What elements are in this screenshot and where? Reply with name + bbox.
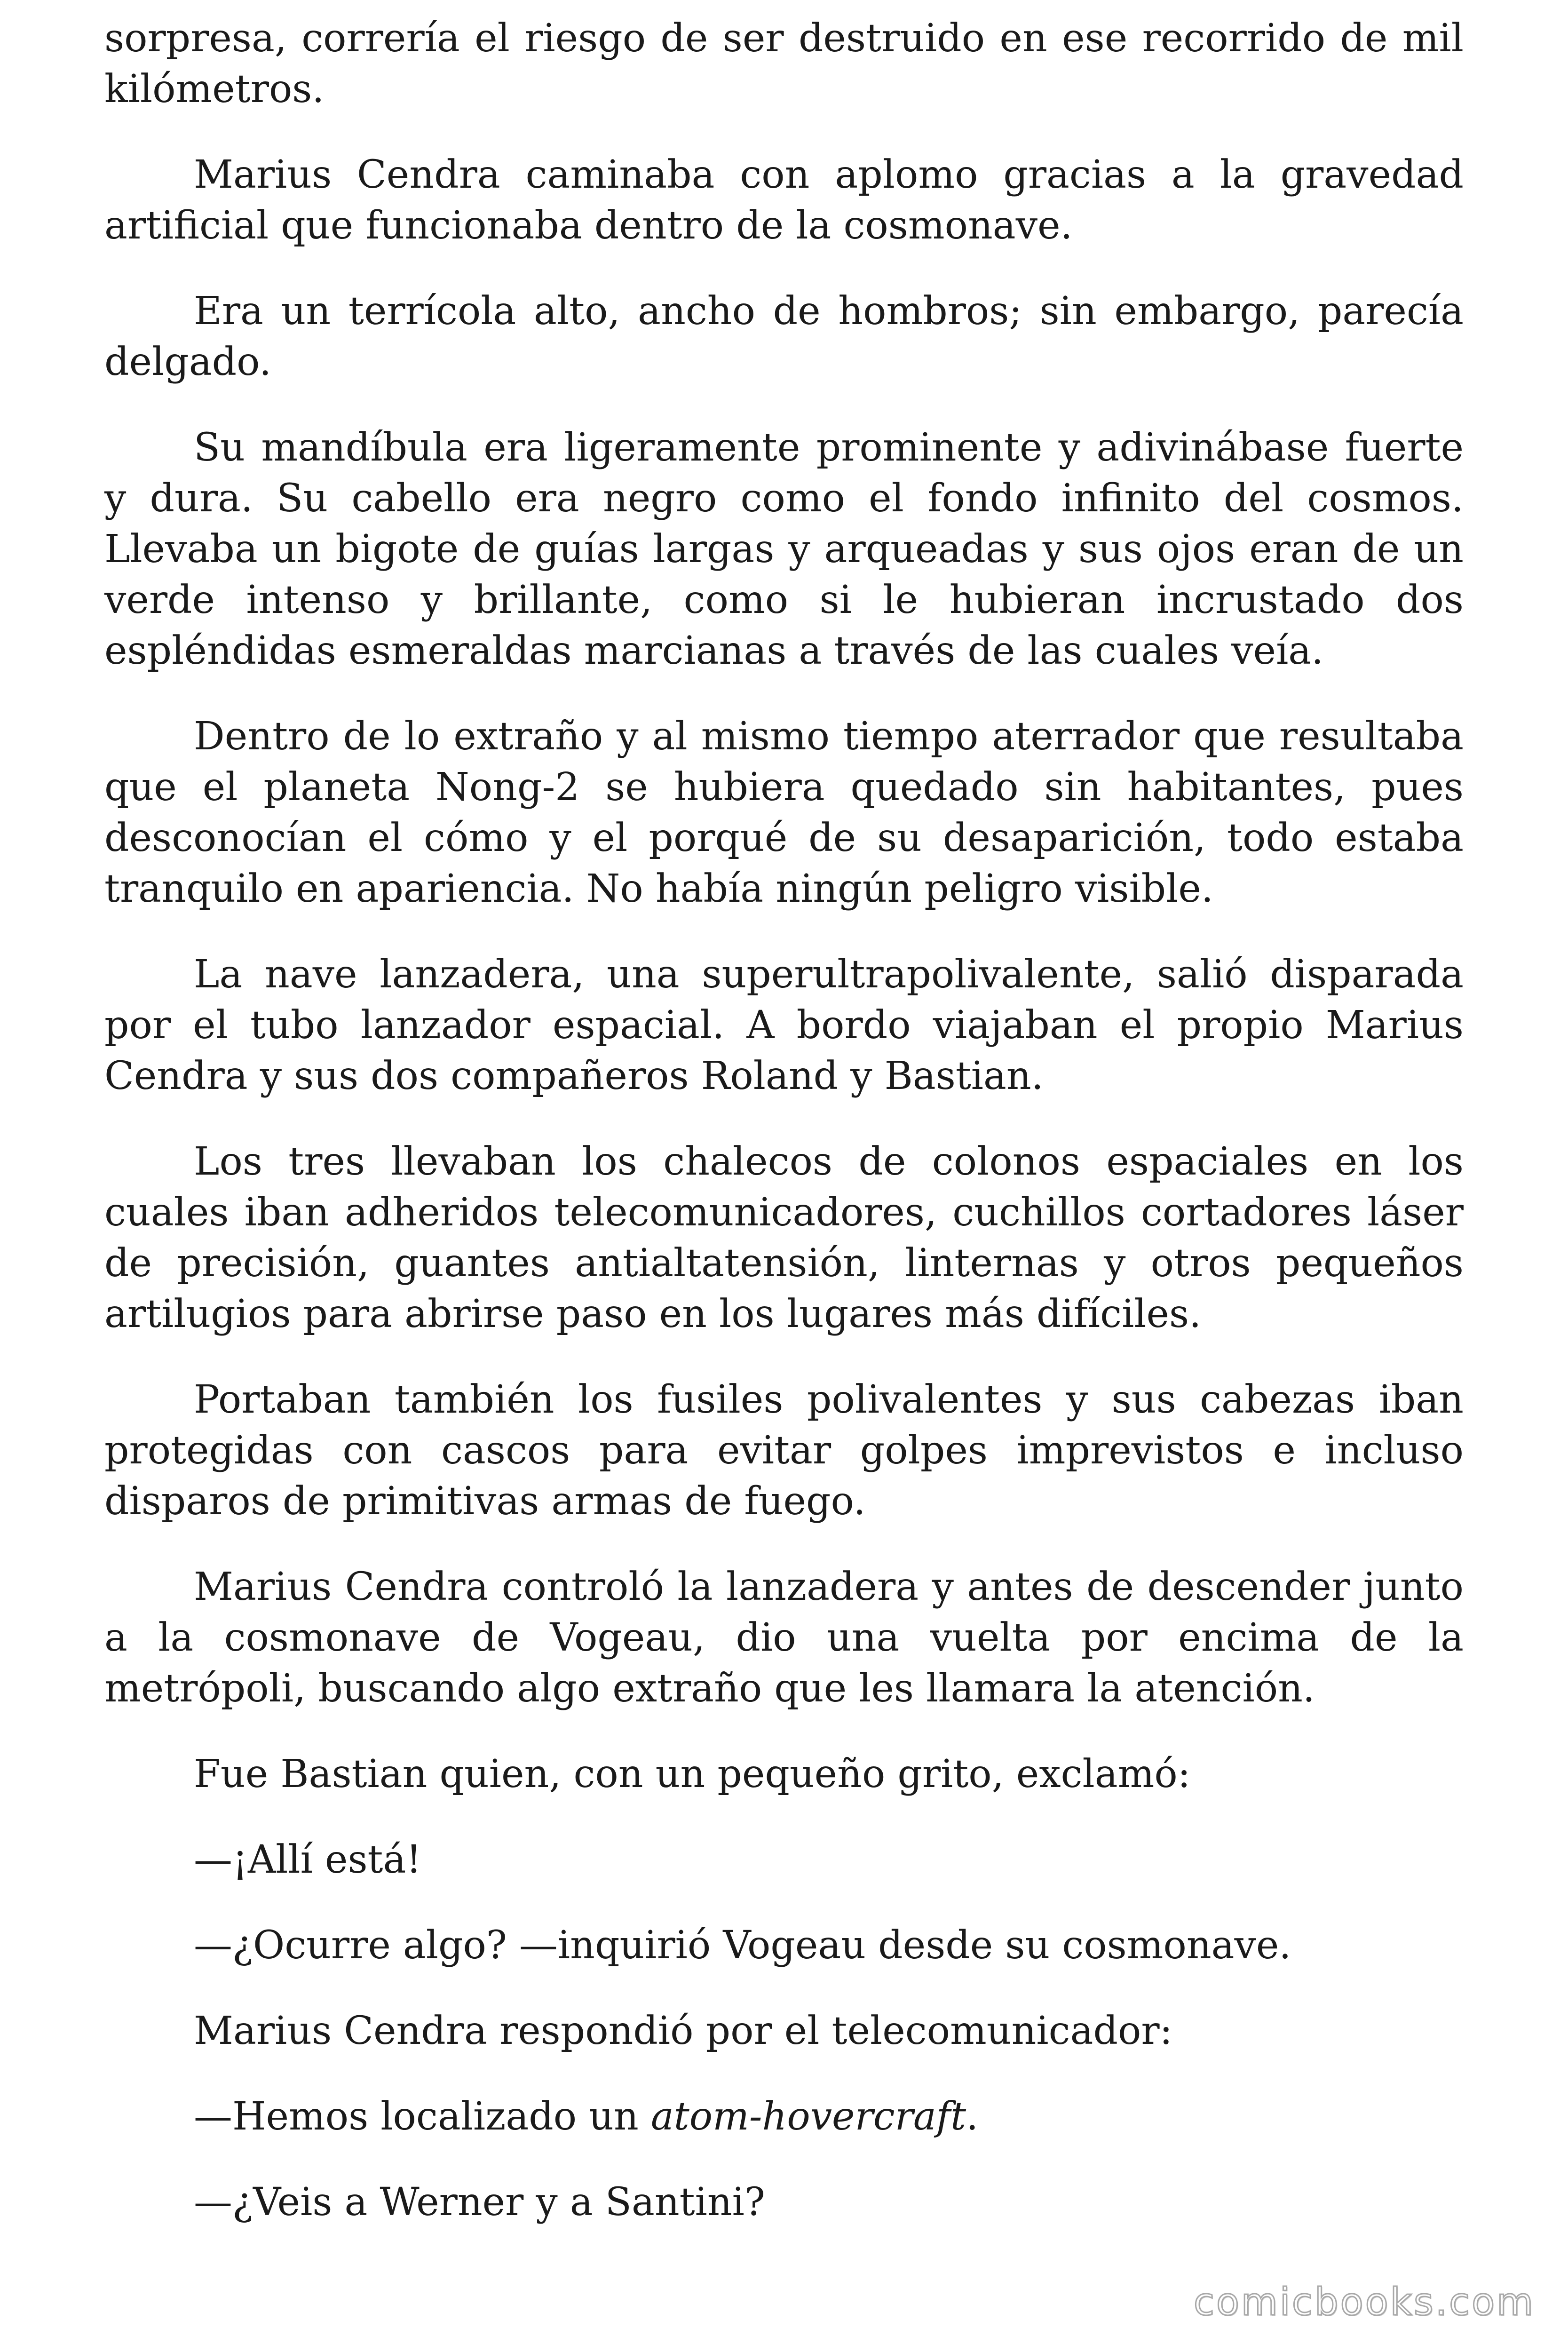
- paragraph-2: Marius Cendra caminaba con aplomo gracias a la gravedad artificial que funcionaba dentro de la cosmonave.: [104, 152, 1464, 248]
- paragraph-5: Dentro de lo extraño y al mismo tiempo aterrador que resultaba que el planeta Nong-2 se hubiera quedado sin habitantes, pues desconocían el cómo y el porqué de su desaparición, todo estaba tranquilo en apariencia. No había ningún peligro visible.: [104, 714, 1464, 911]
- paragraph-12: —¿Ocurre algo? —inquirió Vogeau desde su cosmonave.: [194, 1923, 1291, 1968]
- paragraph-14: [104, 2091, 1464, 2142]
- paragraph-7: Los tres llevaban los chalecos de colonos espaciales en los cuales iban adheridos telecomunicadores, cuchillos cortadores láser de precisión, guantes antialtatensión, linternas y otros pequeños artilugios para abrirse paso en los lugares más difíciles.: [104, 1139, 1464, 1336]
- hovercraft-suffix: .: [966, 2094, 979, 2139]
- paragraph-9: Marius Cendra controló la lanzadera y antes de descender junto a la cosmonave de Vogeau, dio una vuelta por encima de la metrópoli, buscando algo extraño que les llamara la atención.: [104, 1565, 1464, 1711]
- paragraph-11: —¡Allí está!: [194, 1837, 422, 1882]
- hovercraft-emphasis: atom-hovercraft: [650, 2094, 966, 2139]
- paragraph-10: Fue Bastian quien, con un pequeño grito, exclamó:: [194, 1752, 1191, 1796]
- paragraph-6: La nave lanzadera, una superultrapolivalente, salió disparada por el tubo lanzador espacial. A bordo viajaban el propio Marius Cendra y sus dos compañeros Roland y Bastian.: [104, 952, 1464, 1098]
- paragraph-3: Era un terrícola alto, ancho de hombros; sin embargo, parecía delgado.: [104, 289, 1464, 384]
- paragraph-4: Su mandíbula era ligeramente prominente y adivinábase fuerte y dura. Su cabello era negro como el fondo infinito del cosmos. Llevaba un bigote de guías largas y arqueadas y sus ojos eran de un verde intenso y brillante, como si le hubieran incrustado dos espléndidas esmeraldas marcianas a través de las cuales veía.: [104, 425, 1464, 673]
- watermark: comicbooks.com: [1193, 2280, 1535, 2324]
- paragraph-8: Portaban también los fusiles polivalentes y sus cabezas iban protegidas con cascos para evitar golpes imprevistos e incluso disparos de primitivas armas de fuego.: [104, 1377, 1464, 1524]
- paragraph-13: Marius Cendra respondió por el telecomunicador:: [194, 2009, 1173, 2053]
- hovercraft-prefix: —Hemos localizado un: [194, 2094, 651, 2139]
- paragraph-15: —¿Veis a Werner y a Santini?: [194, 2180, 765, 2225]
- book-page: [104, 13, 1464, 2228]
- paragraph-1: sorpresa, correría el riesgo de ser destruido en ese recorrido de mil kilómetros.: [104, 16, 1464, 111]
